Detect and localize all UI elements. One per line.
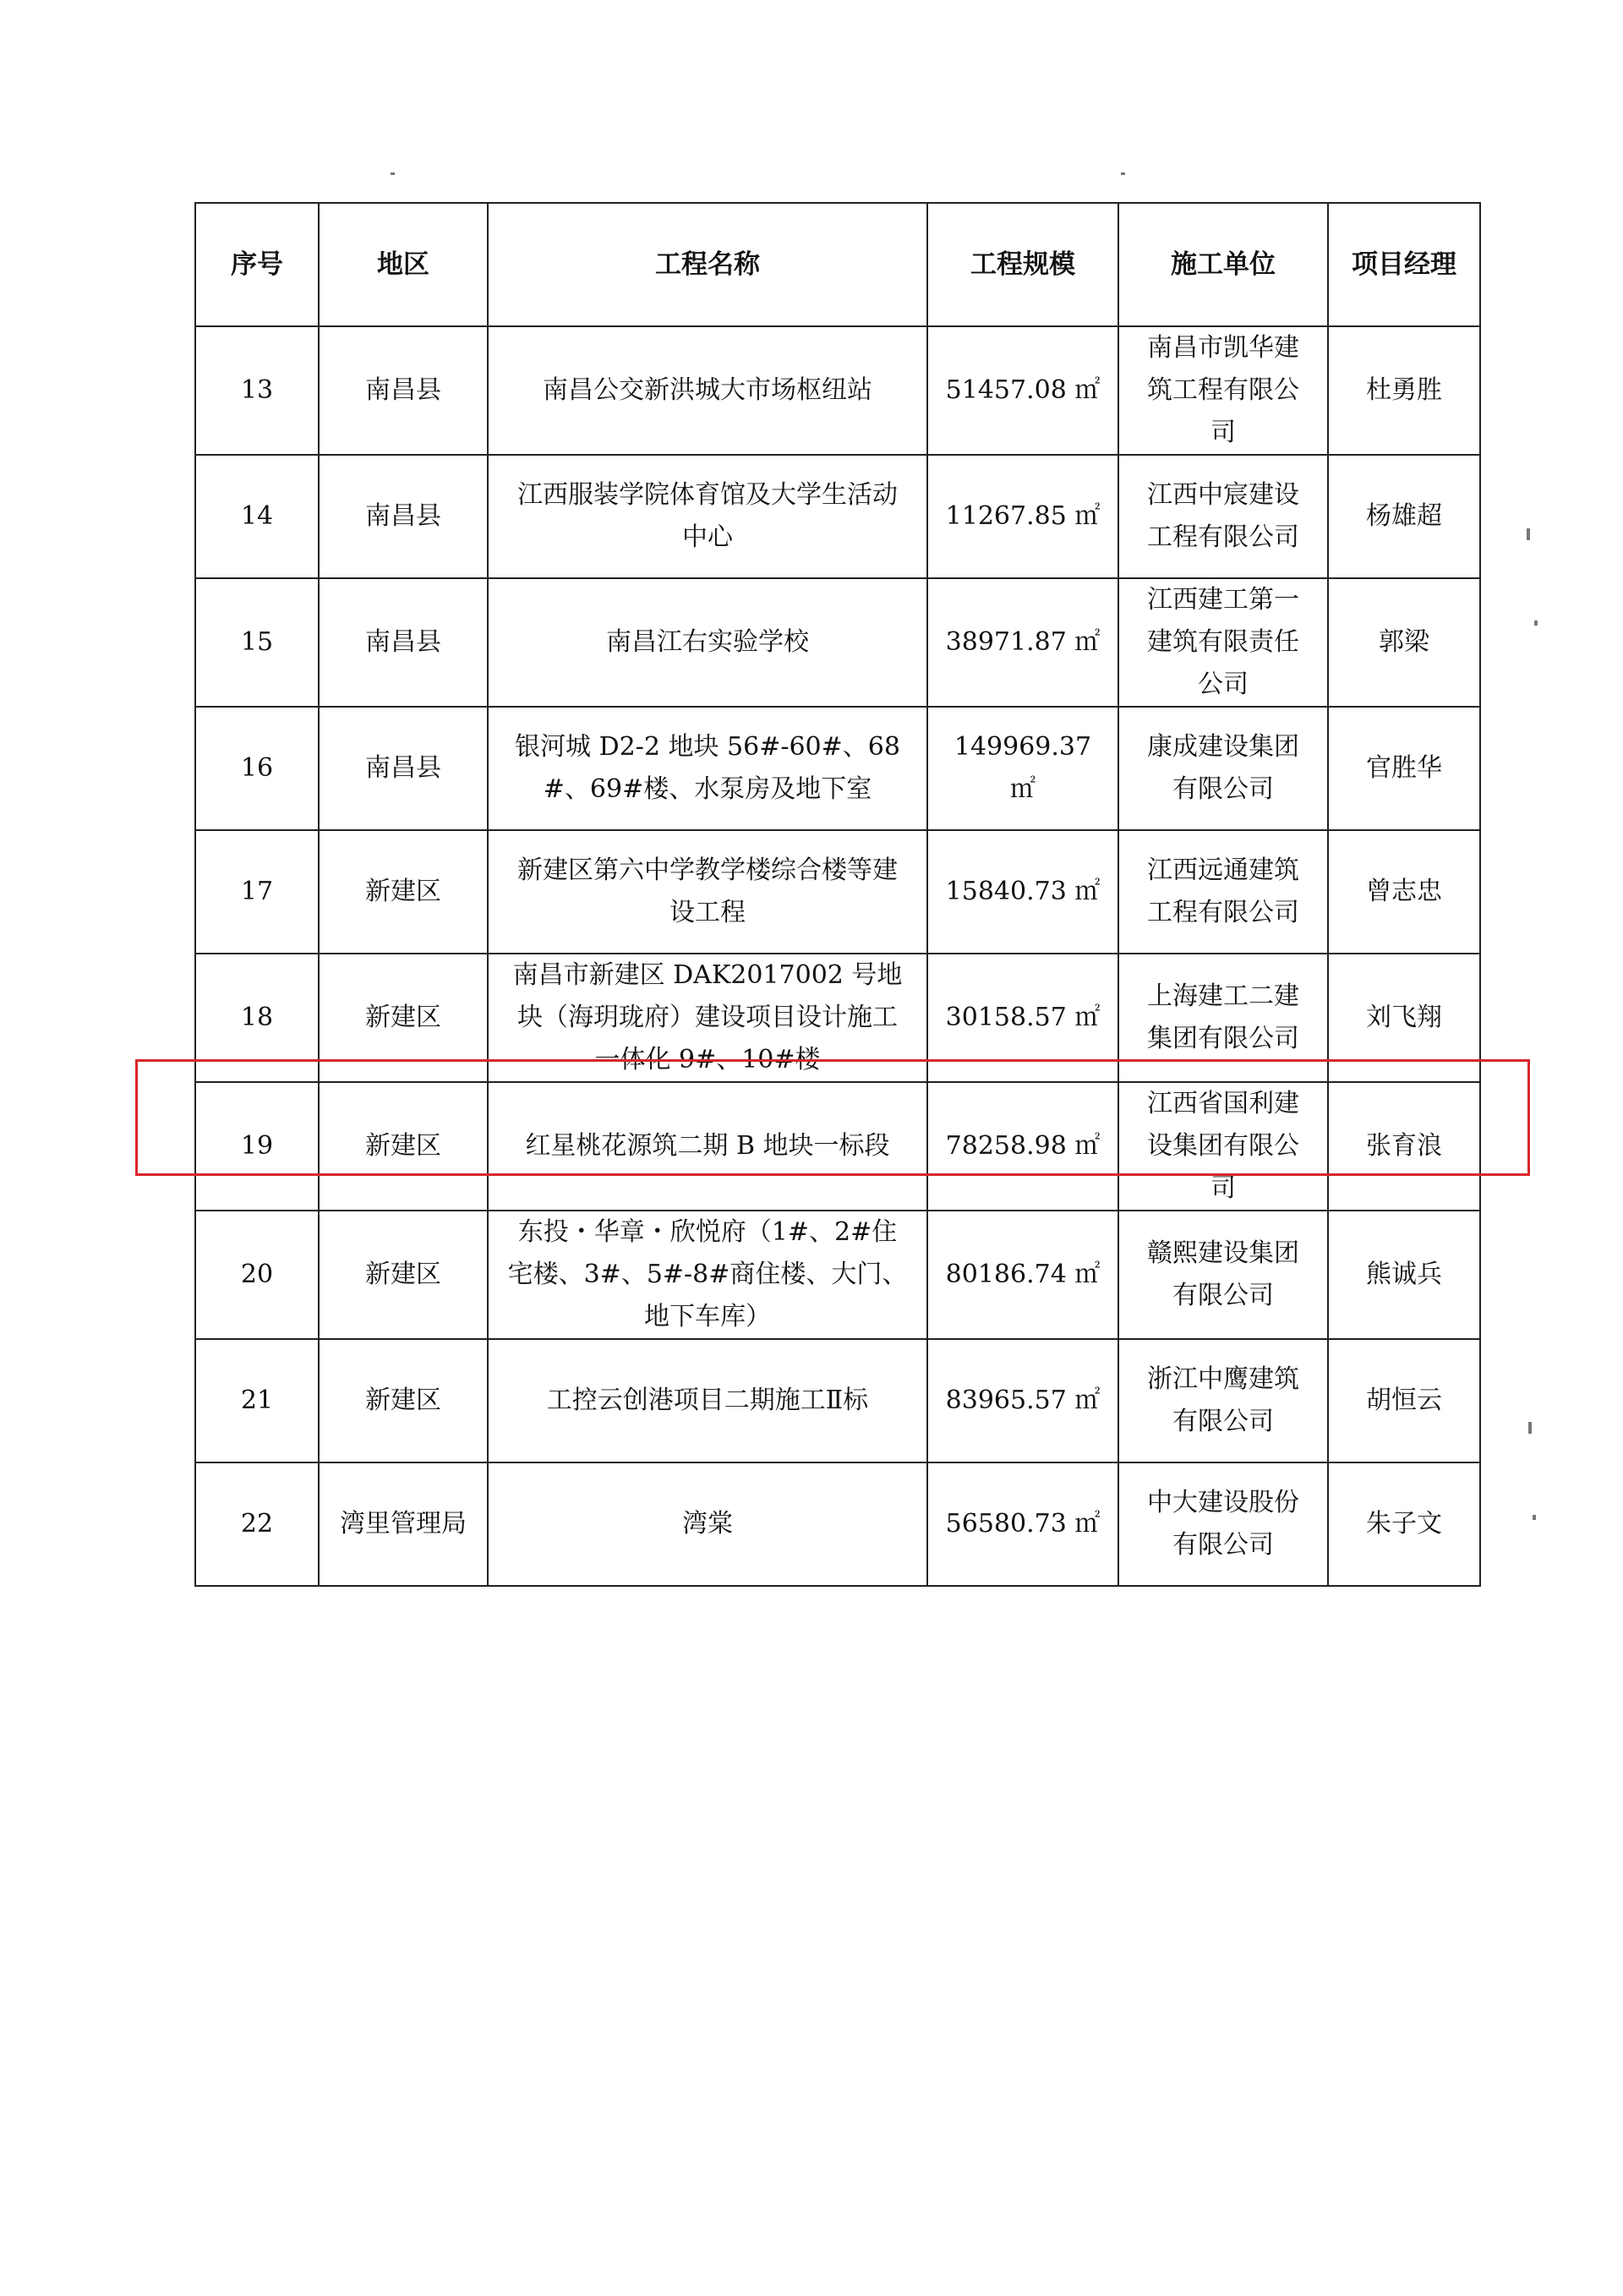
header-no: 序号 (195, 203, 319, 326)
header-scale: 工程规模 (927, 203, 1118, 326)
cell-scale: 56580.73 ㎡ (927, 1462, 1118, 1586)
cell-no: 20 (195, 1211, 319, 1339)
cell-unit: 南昌市凯华建筑工程有限公司 (1118, 326, 1328, 455)
cell-scale: 149969.37 ㎡ (927, 707, 1118, 830)
cell-manager: 朱子文 (1328, 1462, 1480, 1586)
cell-no: 17 (195, 830, 319, 954)
table-row (195, 954, 1480, 1082)
cell-scale: 15840.73 ㎡ (927, 830, 1118, 954)
cell-manager: 曾志忠 (1328, 830, 1480, 954)
cell-unit: 赣熙建设集团有限公司 (1118, 1211, 1328, 1339)
cell-area: 新建区 (319, 1211, 488, 1339)
cell-unit: 江西远通建筑工程有限公司 (1118, 830, 1328, 954)
header-unit: 施工单位 (1118, 203, 1328, 326)
cell-area: 新建区 (319, 1082, 488, 1211)
cell-manager: 张育浪 (1328, 1082, 1480, 1211)
cell-area: 新建区 (319, 1339, 488, 1462)
cell-no: 21 (195, 1339, 319, 1462)
table-row (195, 1211, 1480, 1339)
cell-area: 南昌县 (319, 707, 488, 830)
scan-mark (1533, 1515, 1536, 1520)
scan-mark (1121, 172, 1125, 175)
cell-name: 新建区第六中学教学楼综合楼等建设工程 (488, 830, 927, 954)
cell-manager: 郭梁 (1328, 578, 1480, 707)
table-row (195, 830, 1480, 954)
header-manager: 项目经理 (1328, 203, 1480, 326)
scan-mark (1534, 620, 1538, 626)
table-row (195, 1339, 1480, 1462)
cell-unit: 江西省国利建设集团有限公司 (1118, 1082, 1328, 1211)
cell-unit: 中大建设股份有限公司 (1118, 1462, 1328, 1586)
cell-name: 红星桃花源筑二期 B 地块一标段 (488, 1082, 927, 1211)
cell-name: 湾棠 (488, 1462, 927, 1586)
cell-no: 18 (195, 954, 319, 1082)
scan-mark (1528, 1422, 1532, 1434)
cell-name: 江西服装学院体育馆及大学生活动中心 (488, 455, 927, 578)
cell-scale: 51457.08 ㎡ (927, 326, 1118, 455)
cell-manager: 杨雄超 (1328, 455, 1480, 578)
cell-area: 湾里管理局 (319, 1462, 488, 1586)
cell-name: 南昌市新建区 DAK2017002 号地块（海玥珑府）建设项目设计施工一体化 9#、10#楼 (488, 954, 927, 1082)
cell-unit: 江西建工第一建筑有限责任公司 (1118, 578, 1328, 707)
cell-area: 南昌县 (319, 326, 488, 455)
table-row (195, 1462, 1480, 1586)
cell-unit: 上海建工二建集团有限公司 (1118, 954, 1328, 1082)
cell-area: 新建区 (319, 954, 488, 1082)
cell-name: 银河城 D2-2 地块 56#-60#、68#、69#楼、水泵房及地下室 (488, 707, 927, 830)
table-row-highlighted (195, 1082, 1480, 1211)
cell-area: 新建区 (319, 830, 488, 954)
cell-scale: 83965.57 ㎡ (927, 1339, 1118, 1462)
cell-unit: 康成建设集团有限公司 (1118, 707, 1328, 830)
cell-no: 19 (195, 1082, 319, 1211)
cell-no: 16 (195, 707, 319, 830)
cell-manager: 胡恒云 (1328, 1339, 1480, 1462)
scan-mark (391, 172, 395, 175)
cell-scale: 11267.85 ㎡ (927, 455, 1118, 578)
cell-area: 南昌县 (319, 578, 488, 707)
scan-mark (1527, 528, 1530, 540)
cell-name: 工控云创港项目二期施工Ⅱ标 (488, 1339, 927, 1462)
cell-unit: 江西中宸建设工程有限公司 (1118, 455, 1328, 578)
cell-scale: 80186.74 ㎡ (927, 1211, 1118, 1339)
cell-name: 南昌江右实验学校 (488, 578, 927, 707)
cell-scale: 78258.98 ㎡ (927, 1082, 1118, 1211)
cell-manager: 官胜华 (1328, 707, 1480, 830)
cell-no: 22 (195, 1462, 319, 1586)
cell-no: 13 (195, 326, 319, 455)
table-row (195, 455, 1480, 578)
cell-unit: 浙江中鹰建筑有限公司 (1118, 1339, 1328, 1462)
cell-manager: 熊诚兵 (1328, 1211, 1480, 1339)
cell-manager: 杜勇胜 (1328, 326, 1480, 455)
cell-scale: 30158.57 ㎡ (927, 954, 1118, 1082)
cell-name: 东投・华章・欣悦府（1#、2#住宅楼、3#、5#-8#商住楼、大门、地下车库） (488, 1211, 927, 1339)
cell-area: 南昌县 (319, 455, 488, 578)
cell-name: 南昌公交新洪城大市场枢纽站 (488, 326, 927, 455)
table-row (195, 578, 1480, 707)
table-row (195, 326, 1480, 455)
cell-no: 14 (195, 455, 319, 578)
cell-scale: 38971.87 ㎡ (927, 578, 1118, 707)
cell-manager: 刘飞翔 (1328, 954, 1480, 1082)
header-area: 地区 (319, 203, 488, 326)
table-header-row (195, 203, 1480, 326)
table-row (195, 707, 1480, 830)
header-name: 工程名称 (488, 203, 927, 326)
cell-no: 15 (195, 578, 319, 707)
project-table (194, 202, 1481, 1587)
